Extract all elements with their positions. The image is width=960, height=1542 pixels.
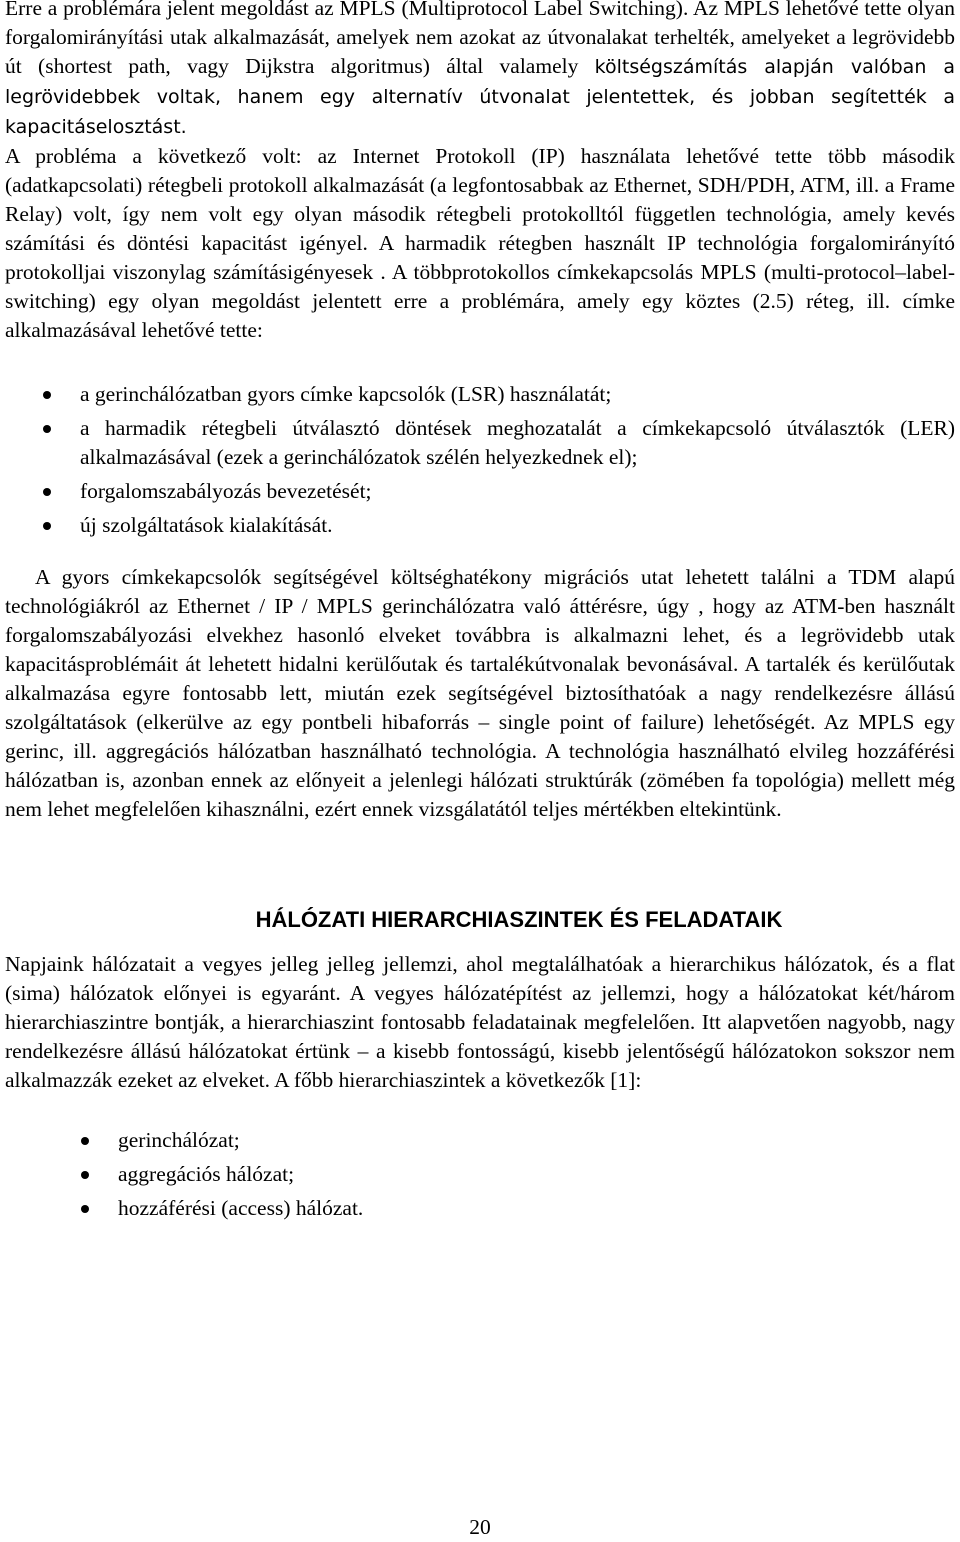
intro-paragraph-part-2: költségszámítás alapján valóban a legrövidebbek voltak, hanem egy alternatív útvonalat jelentettek, és jobban segítették a kapacitáselosztást. bbox=[5, 56, 955, 138]
hierarchy-paragraph: Napjaink hálózatait a vegyes jelleg jelleg jellemzi, ahol megtalálhatóak a hierarchikus hálózatok, és a flat (sima) hálózatok előnyei is egyaránt. A vegyes hálózatépítést az jellemzi, hogy a hálózatokat két/három hierarchiaszintre bontják, a hierarchiaszint fontosabb feladatainak megfelelően. Itt alapvetően nagyobb, nagy rendelkezésre állású hálózatokat értünk – a kisebb fontosságú, kisebb jelentőségű hálózatokon sokszor nem alkalmazzák ezeket az elveket. A főbb hierarchiaszintek a következők [1]: bbox=[5, 952, 955, 1092]
list-item bbox=[80, 511, 955, 540]
list-item-text: új szolgáltatások kialakítását. bbox=[80, 513, 333, 537]
page-number: 20 bbox=[469, 1515, 491, 1539]
list-item bbox=[118, 1194, 955, 1223]
list-item-text: a gerinchálózatban gyors címke kapcsolók (LSR) használatát; bbox=[80, 382, 612, 406]
list-item bbox=[118, 1126, 955, 1155]
bullet-icon bbox=[43, 391, 51, 399]
list-item-text: forgalomszabályozás bevezetését; bbox=[80, 479, 372, 503]
mpls-benefits-list bbox=[80, 380, 955, 545]
list-item bbox=[80, 477, 955, 506]
list-item bbox=[80, 380, 955, 409]
list-item bbox=[118, 1160, 955, 1189]
bullet-icon bbox=[81, 1171, 89, 1179]
list-item-text: aggregációs hálózat; bbox=[118, 1162, 295, 1186]
bullet-icon bbox=[43, 522, 51, 530]
intro-paragraph-part-1: Erre a problémára jelent megoldást az MPLS (Multiprotocol Label Switching). Az MPLS lehetővé tette olyan forgalomirányítási utak alkalmazását, amelyek nem azokat az útvonalakat terhelték, amelyeket a legrövidebb út (shortest path, vagy Dijkstra algoritmus) által valamely bbox=[5, 0, 955, 78]
section-heading: HÁLÓZATI HIERARCHIASZINTEK ÉS FELADATAIK bbox=[255, 907, 783, 932]
bullet-icon bbox=[43, 488, 51, 496]
bullet-icon bbox=[81, 1205, 89, 1213]
problem-paragraph: A probléma a következő volt: az Internet Protokoll (IP) használata lehetővé tette több második (adatkapcsolati) rétegbeli protokoll alkalmazását (a legfontosabbak az Ethernet, SDH/PDH, ATM, ill. a Frame Relay) volt, így nem volt egy olyan második rétegbeli protokolltól független technológia, amely kevés számítási és döntési kapacitást igényel. A harmadik rétegben használt IP technológia forgalomirányító protokolljai viszonylag számításigényesek . A többprotokollos címkekapcsolás MPLS (multi-protocol–label-switching) egy olyan megoldást jelentett erre a problémára, amely egy köztes (2.5) réteg, ill. címke alkalmazásával lehetővé tette: bbox=[5, 144, 955, 342]
bullet-icon bbox=[43, 425, 51, 433]
migration-paragraph: A gyors címkekapcsolók segítségével költséghatékony migrációs utat lehetett találni a TDM alapú technológiákról az Ethernet / IP / MPLS gerinchálózatra való áttérésre, úgy , hogy az ATM-ben használt forgalomszabályozási elvekhez hasonló elveket továbbra is alkalmazni lehet, és a legrövidebb utak kapacitásproblémáit át lehetett hidalni kerülőutak és tartalékútvonalak bevonásával. A tartalék és kerülőutak alkalmazása egyre fontosabb lett, miután ezek segítségével biztosíthatóak a nagy rendelkezésre állású szolgáltatások (elkerülve az egy pontbeli hibaforrás – single point of failure) lehetőségét. Az MPLS egy gerinc, ill. aggregációs hálózatban használható technológia. A technológia használható elvileg hozzáférési hálózatban is, azonban ennek az előnyeit a jelenlegi hálózati struktúrák (zömében fa topológia) mellett még nem lehet megfelelően kihasználni, ezért ennek vizsgálatától teljes mértékben eltekintünk. bbox=[5, 565, 955, 821]
list-item-text: gerinchálózat; bbox=[118, 1128, 240, 1152]
hierarchy-levels-list bbox=[118, 1126, 955, 1228]
list-item bbox=[80, 414, 955, 472]
list-item-text: hozzáférési (access) hálózat. bbox=[118, 1196, 364, 1220]
bullet-icon bbox=[81, 1137, 89, 1145]
list-item-text: a harmadik rétegbeli útválasztó döntések meghozatalát a címkekapcsoló útválasztók (LER) alkalmazásával (ezek a gerinchálózatok szélén helyezkednek el); bbox=[80, 416, 955, 469]
intro-paragraph bbox=[5, 0, 955, 142]
